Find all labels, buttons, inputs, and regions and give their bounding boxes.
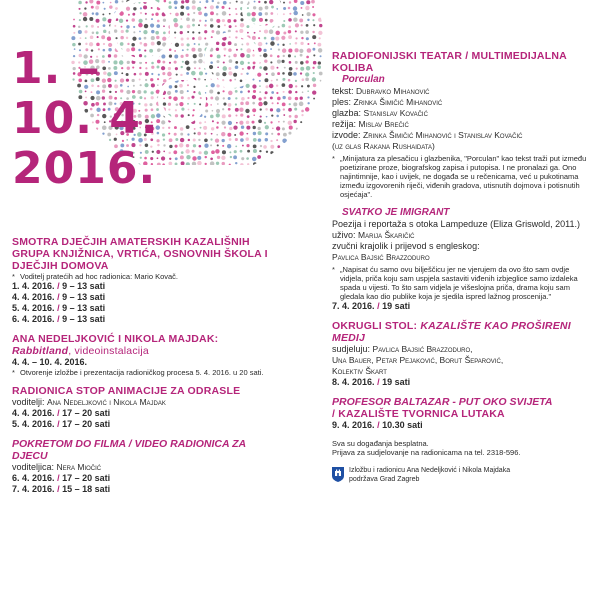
date-line-3: 2016. bbox=[12, 143, 157, 194]
schedule-row: 6. 4. 2016. / 17 – 20 sati bbox=[12, 473, 111, 483]
event-leads: voditelji: Ana Nedeljković i Nikola Majdak bbox=[12, 397, 166, 407]
credit-line: tekst: Dubravko Mihanović bbox=[332, 86, 430, 96]
footer-info bbox=[332, 439, 594, 457]
credit-line: Una Bauer, Petar Pejaković, Borut Šeparović, bbox=[332, 355, 504, 365]
event-title-2: / KAZALIŠTE TVORNICA LUTAKA bbox=[332, 408, 505, 420]
event-imigrant bbox=[332, 207, 594, 312]
event-title: OKRUGLI STOL: KAZALIŠTE KAO PROŠIRENI MEDIJ bbox=[332, 320, 571, 344]
event-porculan bbox=[332, 50, 594, 199]
event-title: RADIOFONIJSKI TEATAR / MULTIMEDIJALNA KOLIBA bbox=[332, 50, 567, 74]
credit-line: sudjeluju: Pavlica Bajsić Brazzoduro, bbox=[332, 344, 473, 354]
schedule-row: 9. 4. 2016. / 10.30 sati bbox=[332, 420, 423, 430]
right-column bbox=[332, 50, 594, 484]
schedule-row: 4. 4. 2016. / 17 – 20 sati bbox=[12, 408, 111, 418]
event-note: * Voditelj pratećih ad hoc radionica: Mario Kovač. bbox=[12, 272, 179, 281]
event-stop-animation bbox=[12, 385, 280, 430]
event-leads: voditeljica: Nera Miočić bbox=[12, 462, 102, 472]
event-title: ANA NEDELJKOVIĆ I NIKOLA MAJDAK: Rabbitland, videoinstalacija bbox=[12, 333, 219, 357]
date-range-title bbox=[12, 44, 172, 194]
schedule-row: 6. 4. 2016. / 9 – 13 sati bbox=[12, 314, 106, 324]
left-column bbox=[12, 236, 280, 503]
credit-extra: (uz glas Rakana Rushaidata) bbox=[332, 141, 435, 151]
schedule-row: 7. 4. 2016. / 19 sati bbox=[332, 301, 411, 311]
credit-line: Kolektiv Škart bbox=[332, 366, 387, 376]
credit-line: ples: Zrinka Šimičić Mihanović bbox=[332, 97, 443, 107]
schedule-row: 5. 4. 2016. / 17 – 20 sati bbox=[12, 419, 111, 429]
event-baltazar bbox=[332, 396, 594, 431]
event-note: * „Minijatura za plesačicu i glazbenika, "Porculan" kao tekst traži put između poetizirane proze, biografskog zapisa i putopisa. I ne pronalazi ga. Ono najintimnije, kao i uvijek, ne događa se u rečenicama, već u pukotinama između izgovorenih riječi, viđenih gradova, utisnutih dojmova i potisnutih osjećaja". bbox=[332, 154, 587, 199]
credit-line: zvučni krajolik i prijevod s engleskog: bbox=[332, 241, 480, 251]
event-note: * „Napisat ću samo ovu bilješčicu jer ne vjerujem da ovo što sam ovdje vidjela, priča koju sam uspjela sastaviti viđenih izbjeglice samo izdaleka spada u vijesti. To što sam vidjela je višeslojna priča, drama koju sam gledala kao dio publike koja je sjedila ispred lažnog proscenija." bbox=[332, 265, 578, 301]
event-title: SMOTRA DJEČJIH AMATERSKIH KAZALIŠNIH GRUPA KNJIŽNICA, VRTIĆA, OSNOVNIH ŠKOLA I DJEČJIH DOMOVA bbox=[12, 236, 268, 272]
sponsor-line bbox=[332, 467, 594, 484]
schedule-row: 7. 4. 2016. / 15 – 18 sati bbox=[12, 484, 111, 494]
schedule-row: 8. 4. 2016. / 19 sati bbox=[332, 377, 411, 387]
event-smotra bbox=[12, 236, 280, 325]
credit-line: glazba: Stanislav Kovačić bbox=[332, 108, 428, 118]
credit-line: izvode: Zrinka Šimičić Mihanović i Stanislav Kovačić bbox=[332, 130, 523, 140]
credit-line: režija: Mislav Brečić bbox=[332, 119, 409, 129]
credit-line: uživo: Marija Škaričić bbox=[332, 230, 415, 240]
event-video-workshop bbox=[12, 438, 280, 495]
event-title: PROFESOR BALTAZAR - PUT OKO SVIJETA bbox=[332, 396, 553, 408]
event-note: * Otvorenje izložbe i prezentacija radioničkog procesa 5. 4. 2016. u 20 sati. bbox=[12, 368, 264, 377]
event-rabbitland bbox=[12, 333, 280, 377]
footer-signup: Prijava za sudjelovanje na radionicama na tel. 2318-596. bbox=[332, 448, 521, 457]
event-subtitle: SVATKO JE IMIGRANT bbox=[342, 207, 450, 218]
event-desc: Poezija i reportaža s otoka Lampeduze (Eliza Griswold, 2011.) bbox=[332, 219, 580, 229]
schedule-row: 4. 4. 2016. / 9 – 13 sati bbox=[12, 292, 106, 302]
event-subtitle: Porculan bbox=[342, 74, 385, 85]
event-title: RADIONICA STOP ANIMACIJE ZA ODRASLE bbox=[12, 385, 241, 397]
sponsor-text: Izložbu i radionicu Ana Nedeljković i Nikola Majdaka podržava Grad Zagreb bbox=[349, 467, 511, 483]
date-line-1: 1. – bbox=[12, 43, 101, 94]
event-round-table bbox=[332, 320, 594, 388]
zagreb-crest-icon bbox=[332, 467, 344, 482]
date-line-2: 10. 4. bbox=[12, 93, 159, 144]
date-range: 4. 4. – 10. 4. 2016. bbox=[12, 357, 88, 367]
credit-name: Pavlica Bajsić Brazzoduro bbox=[332, 252, 430, 262]
schedule-row: 1. 4. 2016. / 9 – 13 sati bbox=[12, 281, 106, 291]
event-title: POKRETOM DO FILMA / VIDEO RADIONICA ZA DJECU bbox=[12, 438, 246, 462]
footer-free: Sva su događanja besplatna. bbox=[332, 439, 429, 448]
schedule-row: 5. 4. 2016. / 9 – 13 sati bbox=[12, 303, 106, 313]
